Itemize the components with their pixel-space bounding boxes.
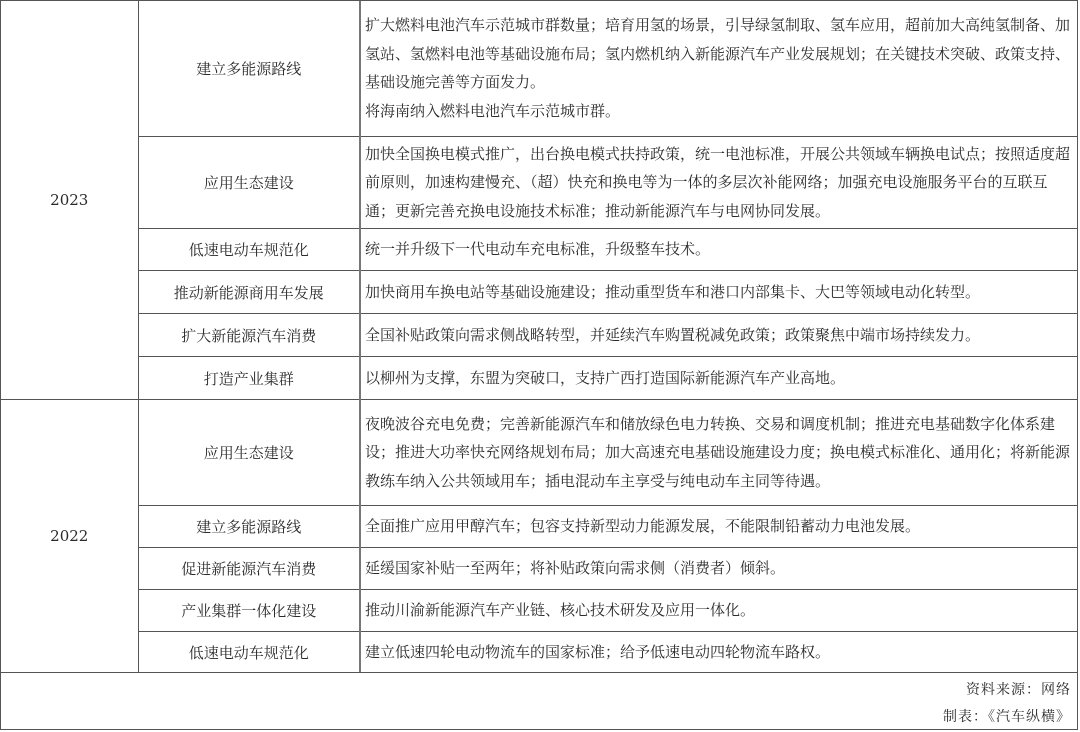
description-cell: [360, 1, 1077, 136]
table-row: [1, 590, 1077, 632]
table-row: [1, 314, 1077, 357]
description-cell: [360, 271, 1077, 314]
topic-cell: 建立多能源路线: [138, 1, 360, 136]
topic-cell: 低速电动车规范化: [138, 632, 360, 673]
table-row: [1, 506, 1077, 548]
description-cell: [360, 590, 1077, 632]
description-line: 夜晚波谷充电免费；完善新能源汽车和储放绿色电力转换、交易和调度机制；推进充电基础数字化体系建设；推进大功率快充网络规划布局；加大高速充电基础设施建设力度；换电模式标准化、通用化；将新能源教练车纳入公共领域用车；插电混动车主享受与纯电动车主同等待遇。: [365, 414, 1071, 490]
year-cell: 2023: [1, 1, 138, 400]
table-row: [1, 357, 1077, 400]
topic-cell: 打造产业集群: [138, 357, 360, 400]
description-line: 将海南纳入燃料电池汽车示范城市群。: [365, 101, 621, 120]
description-cell: [360, 357, 1077, 400]
description-line: 推动川渝新能源汽车产业链、核心技术研发及应用一体化。: [365, 601, 756, 620]
description-line: 全国补贴政策向需求侧战略转型，并延续汽车购置税减免政策；政策聚焦中端市场持续发力。: [365, 325, 981, 344]
table-row: [1, 1, 1077, 136]
description-cell: [360, 229, 1077, 271]
topic-cell: 促进新能源汽车消费: [138, 548, 360, 590]
table-row: [1, 632, 1077, 673]
table-row: [1, 271, 1077, 314]
description-line: 以柳州为支撑，东盟为突破口，支持广西打造国际新能源汽车产业高地。: [365, 368, 846, 387]
maker-note: 制表：《汽车纵横》: [943, 709, 1071, 725]
topic-cell: 产业集群一体化建设: [138, 590, 360, 632]
table-row: [1, 136, 1077, 229]
topic-cell: 扩大新能源汽车消费: [138, 314, 360, 357]
topic-cell: 应用生态建设: [138, 400, 360, 506]
table-row: [1, 548, 1077, 590]
description-line: 延缓国家补贴一至两年；将补贴政策向需求侧（消费者）倾斜。: [365, 559, 786, 578]
policy-table: [1, 1, 1077, 673]
table-row: [1, 400, 1077, 506]
description-line: 建立低速四轮电动物流车的国家标准；给予低速电动四轮物流车路权。: [365, 642, 831, 661]
description-line: 加快全国换电模式推广，出台换电模式扶持政策，统一电池标准，开展公共领域车辆换电试点；按照适度超前原则，加速构建慢充、（超）快充和换电等为一体的多层次补能网络；加强充电设施服务平台的互联互通；更新完善充换电设施技术标准；推动新能源汽车与电网协同发展。: [365, 144, 1071, 220]
description-line: 加快商用车换电站等基础设施建设；推动重型货车和港口内部集卡、大巴等领域电动化转型。: [365, 282, 981, 301]
table-row: [1, 229, 1077, 271]
description-line: 全面推广应用甲醇汽车；包容支持新型动力能源发展，不能限制铅蓄动力电池发展。: [365, 517, 921, 536]
topic-cell: 推动新能源商用车发展: [138, 271, 360, 314]
description-cell: [360, 136, 1077, 229]
topic-cell: 应用生态建设: [138, 136, 360, 229]
description-cell: [360, 548, 1077, 590]
topic-cell: 低速电动车规范化: [138, 229, 360, 271]
table-footer: [1, 672, 1077, 731]
description-cell: [360, 314, 1077, 357]
topic-cell: 建立多能源路线: [138, 506, 360, 548]
description-line: 统一并升级下一代电动车充电标准，升级整车技术。: [365, 240, 711, 259]
description-line: 扩大燃料电池汽车示范城市群数量；培育用氢的场景，引导绿氢制取、氢车应用，超前加大高纯氢制备、加氢站、氢燃料电池等基础设施布局；氢内燃机纳入新能源汽车产业发展规划；在关键技术突破、政策支持、基础设施完善等方面发力。: [365, 16, 1071, 92]
description-cell: [360, 632, 1077, 673]
description-cell: [360, 506, 1077, 548]
source-note: 资料来源：网络: [966, 682, 1071, 698]
description-cell: [360, 400, 1077, 506]
year-cell: 2022: [1, 400, 138, 673]
